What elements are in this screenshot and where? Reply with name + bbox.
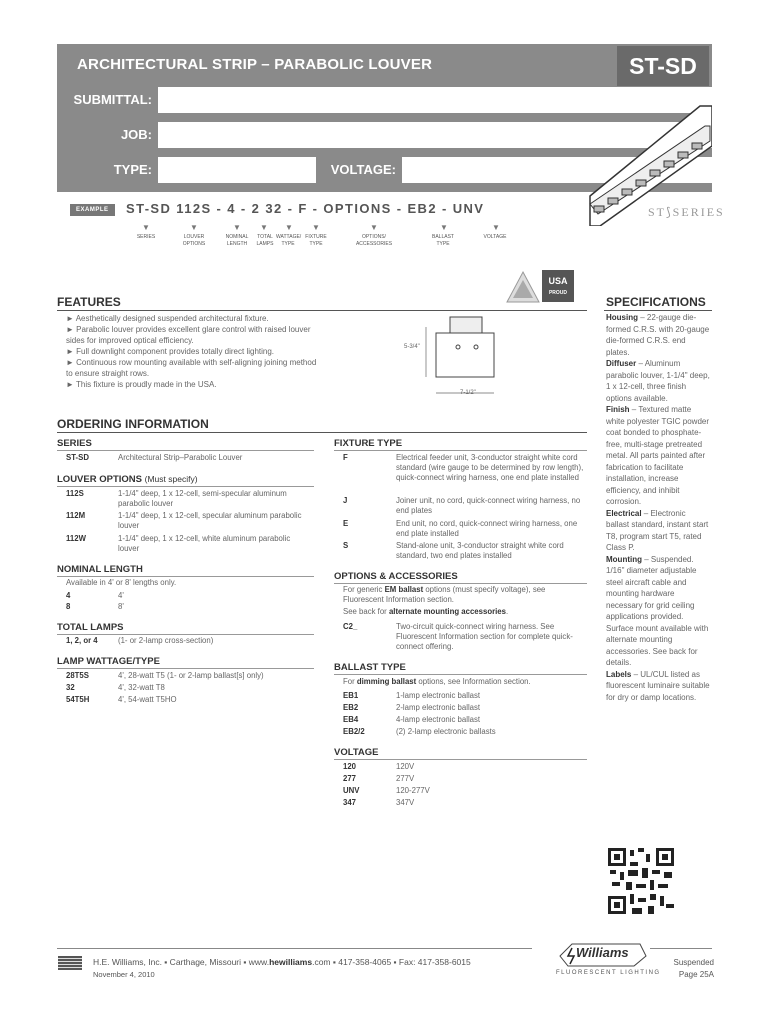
voltage-desc: 120-277V [396,786,430,795]
ballast-code: EB4 [343,715,359,724]
length-note: Available in 4' or 8' lengths only. [66,578,177,587]
ballast-title: BALLAST TYPE [334,662,406,673]
ex-label-fixture: FIXTURE TYPE [305,234,327,247]
voltage-code: 347 [343,798,357,807]
usa-proud-logo: USA PROUD [542,270,574,302]
feature-item: ► Aesthetically designed suspended architectural fixture. [66,314,269,323]
fixture-code: E [343,519,349,528]
feature-item: ► Continuous row mounting available with self-aligning joining method to ensure straight rows. [66,358,317,378]
ballast-code: EB1 [343,691,359,700]
length-title: NOMINAL LENGTH [57,564,143,575]
voltage-desc: 120V [396,762,415,771]
divider [57,486,314,487]
divider [334,583,587,584]
job-label: JOB: [120,127,152,142]
options-code: C2_ [343,622,358,631]
wattage-code: 32 [66,683,75,692]
ordering-heading: ORDERING INFORMATION [57,417,209,431]
wattage-code: 54T5H [66,695,90,704]
divider [334,674,587,675]
voltage-code: UNV [343,786,360,795]
options-desc: Two-circuit quick-connect wiring harness. See Fluorescent Information section for complete quick-connect offering. [396,622,573,651]
ex-label-voltage: VOLTAGE [483,234,507,240]
type-field[interactable] [158,157,316,183]
features-heading: FEATURES [57,295,121,309]
wattage-desc: 4', 32-watt T8 [118,683,165,692]
voltage-label: VOLTAGE: [330,162,396,177]
voltage-code: 277 [343,774,357,783]
fixture-desc: Electrical feeder unit, 3-conductor straight white cord standard (wire gauge to be determined by row length), quick-connect wiring harness, one end plate installed [396,453,584,482]
ballast-desc: 2-lamp electronic ballast [396,703,481,712]
ordering-rule [57,432,587,433]
spec-item: Finish – Textured matte white polyester TGIC powder coat bonded to phosphate-free, multi-stage pretreated metal. All parts painted after fabrication to facilitate installation, increase efficiency, and inhibit corrosion. [606,405,710,506]
ballast-desc: 1-lamp electronic ballast [396,691,481,700]
features-rule [57,310,587,311]
page-title: ARCHITECTURAL STRIP – PARABOLIC LOUVER [77,56,433,73]
page-type: Suspended [673,958,714,967]
length-desc: 8' [118,602,124,611]
divider [57,576,314,577]
fixture-code: J [343,496,348,505]
feature-item: ► Full downlight component provides totally direct lighting. [66,347,275,356]
divider [57,450,314,451]
wattage-desc: 4', 54-watt T5HO [118,695,177,704]
voltage-desc: 277V [396,774,415,783]
wattage-desc: 4', 28-watt T5 (1- or 2-lamp ballast[s] only) [118,671,264,680]
dim-height: 5-3/4" [404,344,420,350]
ballast-desc: (2) 2-lamp electronic ballasts [396,727,496,736]
lamps-title: TOTAL LAMPS [57,622,124,633]
voltage-title: VOLTAGE [334,747,379,758]
company-info: H.E. Williams, Inc. ▪ Carthage, Missouri ▪ www.hewilliams.com ▪ 417-358-4065 ▪ Fax: 417-358-6015 [93,957,471,967]
options-note: For generic EM ballast options (must specify voltage), see Fluorescent Information section. [343,585,546,604]
series-title: SERIES [57,438,92,449]
williams-logo: Williams [576,945,629,960]
example-badge: EXAMPLE [70,204,115,216]
options-title: OPTIONS & ACCESSORIES [334,571,458,582]
ex-label-series: SERIES [136,234,156,240]
voltage-code: 120 [343,762,357,771]
product-code: ST-SD [617,46,709,86]
spec-item: Mounting – Suspended. 1/16" diameter adjustable steel aircraft cable and mounting hardware necessary for grid ceiling applications provided. Surface mount available with alternate mounting accessories. See back for details. [606,554,709,667]
example-labels: ▼ SERIES ▼ LOUVER OPTIONS ▼ NOMINAL LENGTH ▼ TOTAL LAMPS ▼ WATTAGE/ TYPE ▼ FIXTURE TYPE ▼ OPTIONS/ ACCESSORIES ▼ BALLAST TYPE ▼ VOLTAGE [140,223,520,253]
louver-desc: 1-1/4" deep, 1 x 12-cell, semi-specular aluminum parabolic louver [118,489,287,508]
ul-triangle-logo [505,270,541,304]
fixture-title: FIXTURE TYPE [334,438,403,449]
specs-rule [604,310,712,311]
louver-code: 112M [66,511,86,520]
divider [57,634,314,635]
submittal-label: SUBMITTAL: [73,92,152,107]
voltage-desc: 347V [396,798,415,807]
length-code: 4 [66,591,71,600]
divider [57,668,314,669]
wattage-title: LAMP WATTAGE/TYPE [57,656,160,667]
divider [334,450,587,451]
footer-rule [57,948,532,949]
ex-label-wattage: WATTAGE/ TYPE [276,234,302,247]
feature-item: ► Parabolic louver provides excellent glare control with raised louver sides for improved optical efficiency. [66,325,311,345]
wattage-code: 28T5S [66,671,89,680]
length-code: 8 [66,602,71,611]
ballast-note: For dimming ballast options, see Information section. [343,677,531,686]
ballast-code: EB2 [343,703,359,712]
usa-flag-icon [58,956,82,970]
fixture-desc: End unit, no cord, quick-connect wiring harness, one end plate installed [396,519,578,538]
lamps-code: 1, 2, or 4 [66,636,98,645]
louver-code: 112S [66,489,84,498]
type-label: TYPE: [113,162,152,177]
lamps-desc: (1- or 2-lamp cross-section) [118,636,214,645]
feature-item: ► This fixture is proudly made in the USA. [66,380,217,389]
spec-item: Labels – UL/CUL listed as fluorescent luminaire suitable for dry or damp locations. [606,669,710,702]
series-desc: Architectural Strip–Parabolic Louver [118,453,243,462]
ballast-desc: 4-lamp electronic ballast [396,715,481,724]
louver-desc: 1-1/4" deep, 1 x 12-cell, white aluminum parabolic louver [118,534,291,553]
louver-title: LOUVER OPTIONS (Must specify) [57,474,198,485]
specs-heading: SPECIFICATIONS [606,295,706,309]
dim-width: 7-1/2" [460,390,476,396]
features-list [66,313,321,390]
specs-list [606,312,710,703]
ex-label-louver: LOUVER OPTIONS [182,234,206,247]
spec-item: Electrical – Electronic ballast standard, instant start T8, program start T5, rated Class P. [606,508,709,552]
fixture-code: F [343,453,348,462]
example-code: ST-SD 112S - 4 - 2 32 - F - OPTIONS - EB2 - UNV [126,201,485,216]
ex-label-ballast: BALLAST TYPE [432,234,454,247]
options-note-2: See back for alternate mounting accessories. [343,607,509,616]
cross-section-drawing [398,315,508,405]
louver-code: 112W [66,534,86,543]
qr-code[interactable] [608,848,674,914]
footer-date: November 4, 2010 [93,970,155,979]
ex-label-lamps: TOTAL LAMPS [256,234,274,247]
spec-item: Housing – 22-gauge die-formed C.R.S. with 20-gauge die-formed C.R.S. end plates. [606,313,710,357]
ex-label-length: NOMINAL LENGTH [225,234,249,247]
footer-rule-right [650,948,712,949]
spec-item: Diffuser – Aluminum parabolic louver, 1-1/4" deep, 1 x 12-cell, three finish options available. [606,359,710,403]
page-number: Page 25A [678,970,714,979]
williams-logo-sub: FLUORESCENT LIGHTING [556,970,661,976]
fixture-desc: Joiner unit, no cord, quick-connect wiring harness, no end plates [396,496,581,515]
ex-label-options: OPTIONS/ ACCESSORIES [355,234,393,247]
louver-desc: 1-1/4" deep, 1 x 12-cell, specular aluminum parabolic louver [118,511,302,530]
length-desc: 4' [118,591,124,600]
series-brand: ST⟆SERIES [648,205,725,219]
divider [334,759,587,760]
series-code: ST-SD [66,453,89,462]
ballast-code: EB2/2 [343,727,365,736]
fixture-code: S [343,541,349,550]
fixture-desc: Stand-alone unit, 3-conductor straight white cord standard, two end plates installed [396,541,564,560]
